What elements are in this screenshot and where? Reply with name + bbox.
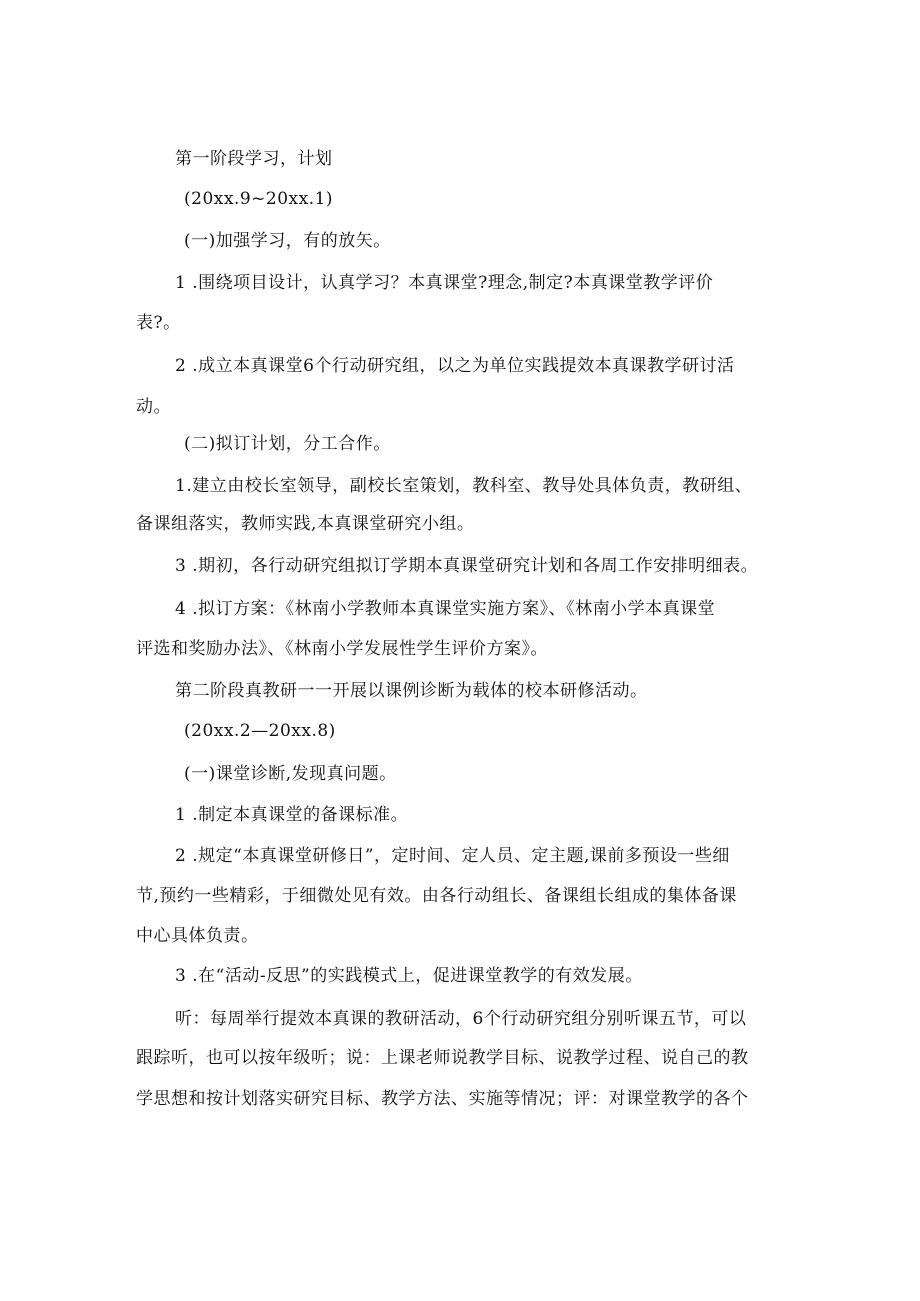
stage-two-heading: 第二阶段真教研一一开展以课例诊断为载体的校本研修活动。 [175, 681, 648, 701]
paragraph-line: 跟踪听，也可以按年级听；说：上课老师说教学目标、说教学过程、说自己的教 [136, 1048, 749, 1068]
paragraph-line: 评选和奖励办法》、《林南小学发展性学生评价方案》。 [136, 639, 548, 659]
paragraph-line: 4 .拟订方案：《林南小学教师本真课堂实施方案》、《林南小学本真课堂 [175, 599, 716, 619]
section-heading-3: (一)课堂诊断,发现真问题。 [184, 764, 397, 784]
stage-one-date-range: (20xx.9~20xx.1) [184, 189, 334, 209]
paragraph-line: 1.建立由校长室领导，副校长室策划，教科室、教导处具体负责，教研组、 [175, 476, 753, 496]
paragraph-line: 动。 [136, 397, 171, 417]
section-heading-1: (一)加强学习，有的放矢。 [184, 231, 391, 251]
paragraph-line: 3 .在“活动-反思”的实践模式上，促进课堂教学的有效发展。 [175, 966, 643, 986]
section-heading-2: (二)拟订计划，分工合作。 [184, 434, 391, 454]
paragraph-line: 听：每周举行提效本真课的教研活动，6个行动研究组分别听课五节，可以 [175, 1009, 747, 1029]
paragraph-line: 2 .规定“本真课堂研修日”，定时间、定人员、定主题,课前多预设一些细 [175, 846, 730, 866]
paragraph-line: 学思想和按计划落实研究目标、教学方法、实施等情况；评：对课堂教学的各个 [136, 1089, 749, 1109]
stage-two-date-range: (20xx.2—20xx.8) [184, 721, 336, 741]
stage-one-heading: 第一阶段学习，计划 [175, 149, 333, 169]
paragraph-line: 备课组落实，教师实践,本真课堂研究小组。 [136, 514, 475, 534]
paragraph-line: 表?。 [136, 313, 181, 333]
paragraph-line: 1 .制定本真课堂的备课标准。 [175, 805, 409, 825]
paragraph-line: 3 .期初，各行动研究组拟订学期本真课堂研究计划和各周工作安排明细表。 [175, 556, 759, 576]
paragraph-line: 节,预约一些精彩，于细微处见有效。由各行动组长、备课组长组成的集体备课 [136, 886, 737, 906]
paragraph-line: 中心具体负责。 [136, 926, 259, 946]
paragraph-line: 1 .围绕项目设计，认真学习？本真课堂?理念,制定?本真课堂教学评价 [175, 273, 714, 293]
paragraph-line: 2 .成立本真课堂6个行动研究组，以之为单位实践提效本真课教学研讨活 [175, 356, 735, 376]
